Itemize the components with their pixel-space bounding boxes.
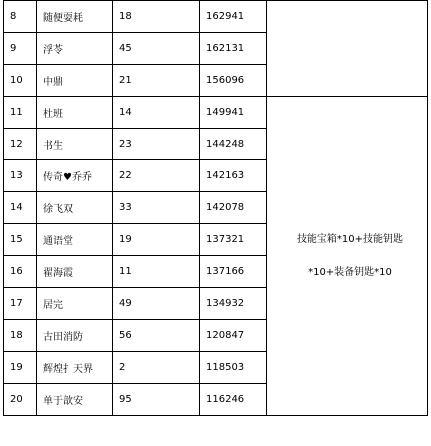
level-cell: 18 <box>113 1 200 33</box>
player-name-cell: 传奇♥乔乔 <box>37 160 113 192</box>
level-cell: 95 <box>113 383 200 415</box>
table-row <box>4 1 428 33</box>
power-cell: 134932 <box>200 288 267 320</box>
rank-cell: 15 <box>4 224 37 256</box>
player-name-cell: 随便耍耗 <box>37 1 113 33</box>
rank-cell: 19 <box>4 351 37 383</box>
reward-cell-rank-11-20 <box>267 96 428 415</box>
level-cell: 23 <box>113 128 200 160</box>
level-cell: 21 <box>113 64 200 96</box>
rank-cell: 20 <box>4 383 37 415</box>
level-cell: 19 <box>113 224 200 256</box>
reward-cell-rank-8-10 <box>267 1 428 97</box>
level-cell: 2 <box>113 351 200 383</box>
power-cell: 162941 <box>200 1 267 33</box>
player-name-cell: 古田消防 <box>37 319 113 351</box>
rank-cell: 12 <box>4 128 37 160</box>
player-name-cell: 中鼎 <box>37 64 113 96</box>
rank-cell: 14 <box>4 192 37 224</box>
power-cell: 142163 <box>200 160 267 192</box>
level-cell: 11 <box>113 256 200 288</box>
level-cell: 45 <box>113 32 200 64</box>
player-name-cell: 浮苓 <box>37 32 113 64</box>
power-cell: 120847 <box>200 319 267 351</box>
player-name-cell: 徐飞双 <box>37 192 113 224</box>
level-cell: 14 <box>113 96 200 128</box>
rank-cell: 13 <box>4 160 37 192</box>
reward-text-line-1: 技能宝箱*10+技能钥匙 <box>296 233 404 245</box>
table-row <box>4 96 428 128</box>
rank-cell: 16 <box>4 256 37 288</box>
rank-cell: 11 <box>4 96 37 128</box>
player-name-cell: 通语堂 <box>37 224 113 256</box>
power-cell: 137321 <box>200 224 267 256</box>
level-cell: 56 <box>113 319 200 351</box>
power-cell: 116246 <box>200 383 267 415</box>
power-cell: 144248 <box>200 128 267 160</box>
power-cell: 142078 <box>200 192 267 224</box>
rank-cell: 8 <box>4 1 37 33</box>
power-cell: 149941 <box>200 96 267 128</box>
player-name-cell: 居完 <box>37 288 113 320</box>
level-cell: 22 <box>113 160 200 192</box>
rank-cell: 18 <box>4 319 37 351</box>
player-name-cell: 单于歆安 <box>37 383 113 415</box>
player-name-cell: 杜班 <box>37 96 113 128</box>
level-cell: 49 <box>113 288 200 320</box>
ranking-table <box>3 0 428 416</box>
power-cell: 162131 <box>200 32 267 64</box>
power-cell: 156096 <box>200 64 267 96</box>
player-name-cell: 辉煌扌天界 <box>37 351 113 383</box>
power-cell: 137166 <box>200 256 267 288</box>
level-cell: 33 <box>113 192 200 224</box>
player-name-cell: 翟海霞 <box>37 256 113 288</box>
rank-cell: 17 <box>4 288 37 320</box>
player-name-cell: 书生 <box>37 128 113 160</box>
power-cell: 118503 <box>200 351 267 383</box>
rank-cell: 9 <box>4 32 37 64</box>
reward-text-line-2: *10+装备钥匙*10 <box>308 266 392 278</box>
rank-cell: 10 <box>4 64 37 96</box>
